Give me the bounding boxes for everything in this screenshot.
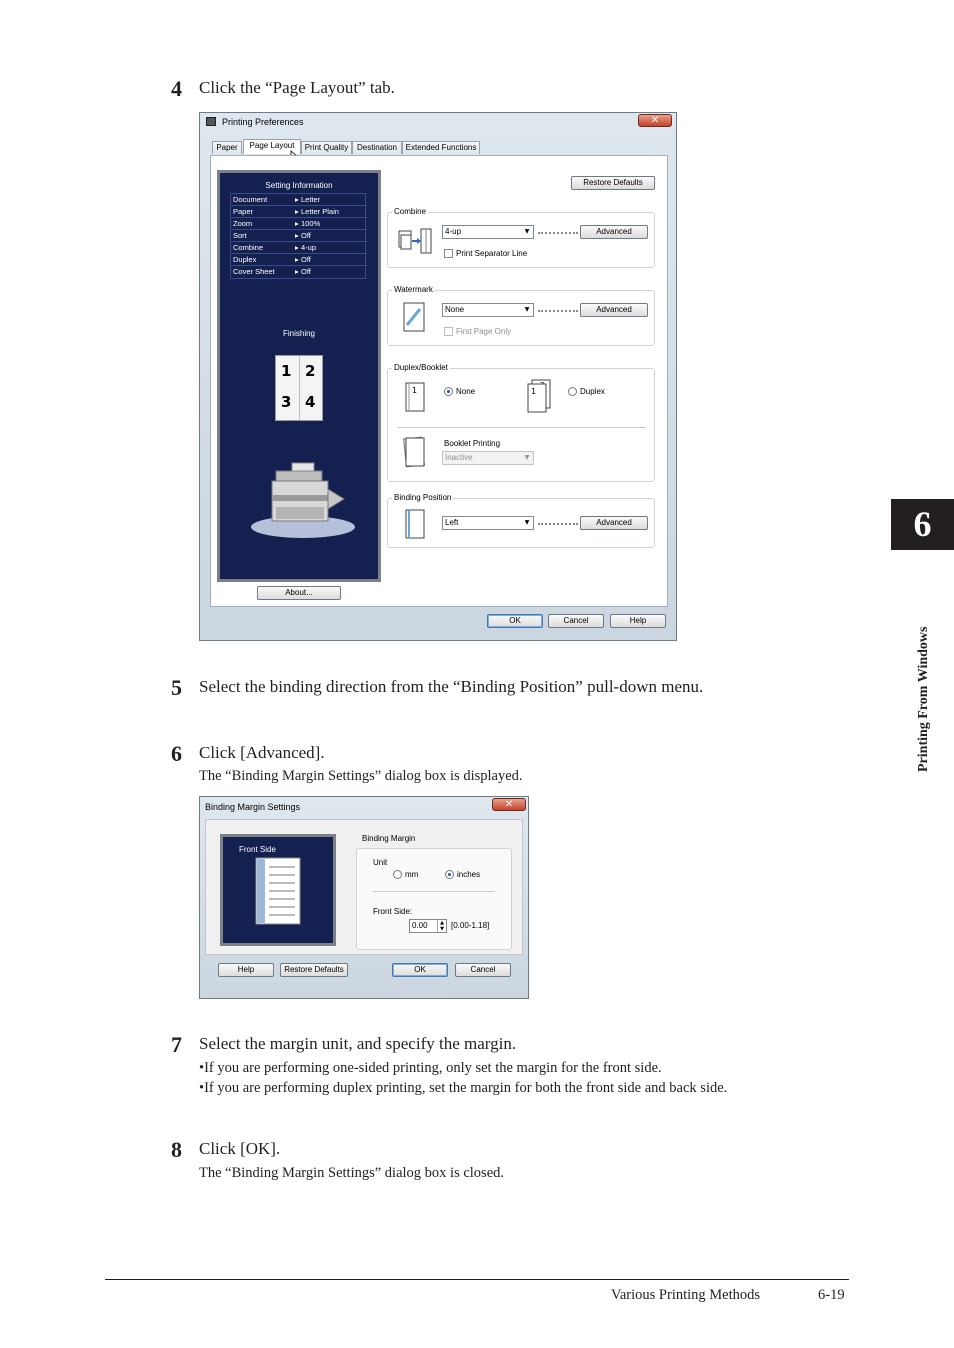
front-side-preview bbox=[220, 834, 336, 946]
booklet-printing-label: Booklet Printing bbox=[444, 439, 501, 448]
chapter-tab: 6 bbox=[891, 499, 954, 550]
table-row: Sort ▸ Off bbox=[231, 230, 367, 242]
binding-position-select[interactable]: Left ▼ bbox=[442, 516, 534, 530]
preview-page-number: 1 bbox=[281, 362, 292, 380]
binding-margin-settings-dialog bbox=[199, 796, 529, 999]
finishing-preview bbox=[275, 355, 323, 421]
first-page-only-checkbox[interactable] bbox=[444, 327, 453, 336]
cancel-button[interactable]: Cancel bbox=[455, 963, 511, 977]
page-preview-icon bbox=[255, 857, 301, 925]
first-page-only-label: First Page Only bbox=[456, 327, 512, 336]
step-4-text: Click the “Page Layout” tab. bbox=[199, 78, 395, 97]
watermark-group bbox=[387, 285, 655, 346]
tab-page-layout[interactable]: Page Layout bbox=[243, 139, 301, 154]
combine-advanced-button[interactable]: Advanced bbox=[580, 225, 648, 239]
restore-defaults-button[interactable]: Restore Defaults bbox=[571, 176, 655, 190]
combine-select[interactable]: 4-up ▼ bbox=[442, 225, 534, 239]
step-5-text: Select the binding direction from the “Binding Position” pull-down menu. bbox=[199, 677, 704, 696]
table-row: Zoom ▸ 100% bbox=[231, 218, 367, 230]
tab-destination[interactable]: Destination bbox=[352, 141, 402, 154]
step-4-number: 4 bbox=[171, 76, 182, 101]
bullet-item: •If you are performing duplex printing, set the margin for both the front side and back side. bbox=[199, 1080, 728, 1096]
combine-label: Combine bbox=[394, 207, 427, 216]
footer-rule bbox=[105, 1279, 849, 1280]
bullet-item: •If you are performing one-sided printing, only set the margin for the front side. bbox=[199, 1060, 662, 1076]
watermark-advanced-button[interactable]: Advanced bbox=[580, 303, 648, 317]
help-button[interactable]: Help bbox=[218, 963, 274, 977]
setting-information-table bbox=[230, 193, 366, 279]
close-button[interactable]: ✕ bbox=[638, 114, 672, 127]
chevron-down-icon: ▼ bbox=[524, 454, 530, 461]
booklet-printing-select[interactable]: Inactive ▼ bbox=[442, 451, 534, 465]
title-bar bbox=[200, 113, 676, 131]
setting-information-title: Setting Information bbox=[265, 181, 333, 190]
tab-strip bbox=[212, 141, 672, 155]
restore-defaults-button[interactable]: Restore Defaults bbox=[280, 963, 348, 977]
chevron-down-icon: ▼ bbox=[524, 228, 530, 235]
print-separator-line-checkbox[interactable] bbox=[444, 249, 453, 258]
combine-pages-icon bbox=[398, 227, 432, 255]
binding-position-label: Binding Position bbox=[394, 493, 452, 502]
duplex-booklet-group bbox=[387, 363, 655, 482]
page-layout-panel bbox=[210, 155, 668, 607]
step-8-text: Click [OK]. bbox=[199, 1139, 281, 1158]
print-separator-line-label: Print Separator Line bbox=[456, 249, 528, 258]
booklet-icon bbox=[402, 435, 428, 469]
duplex-booklet-label: Duplex/Booklet bbox=[394, 363, 448, 372]
combine-group bbox=[387, 207, 655, 268]
unit-mm-label: mm bbox=[405, 870, 419, 879]
title-bar bbox=[200, 797, 528, 815]
preview-page-number: 4 bbox=[305, 393, 316, 411]
unit-mm-radio[interactable] bbox=[393, 870, 402, 879]
duplex-none-radio[interactable] bbox=[444, 387, 453, 396]
tab-extended-functions[interactable]: Extended Functions bbox=[402, 141, 480, 154]
dialog-title: Binding Margin Settings bbox=[205, 802, 301, 812]
binding-position-group bbox=[387, 493, 655, 548]
chevron-down-icon: ▼ bbox=[524, 306, 530, 313]
table-row: Duplex ▸ Off bbox=[231, 254, 367, 266]
preview-page-number: 3 bbox=[281, 393, 292, 411]
margin-range: [0.00-1.18] bbox=[451, 921, 490, 930]
ok-button[interactable]: OK bbox=[392, 963, 448, 977]
dialog-title: Printing Preferences bbox=[222, 117, 304, 127]
chevron-down-icon: ▼ bbox=[524, 519, 530, 526]
front-side-preview-label: Front Side bbox=[239, 845, 276, 854]
step-6-subtext: The “Binding Margin Settings” dialog box is displayed. bbox=[199, 768, 523, 784]
table-row: Paper ▸ Letter Plain bbox=[231, 206, 367, 218]
table-row: Combine ▸ 4-up bbox=[231, 242, 367, 254]
step-7-text: Select the margin unit, and specify the margin. bbox=[199, 1034, 517, 1053]
printer-illustration-icon bbox=[248, 459, 358, 541]
printer-icon bbox=[206, 117, 216, 126]
printing-preferences-dialog bbox=[199, 112, 677, 641]
duplex-none-label: None bbox=[456, 387, 476, 396]
binding-position-advanced-button[interactable]: Advanced bbox=[580, 516, 648, 530]
step-8-subtext: The “Binding Margin Settings” dialog box is closed. bbox=[199, 1165, 505, 1181]
margin-settings-panel bbox=[205, 819, 523, 955]
svg-text:1: 1 bbox=[412, 386, 418, 395]
single-page-icon bbox=[404, 381, 428, 413]
binding-margin-group bbox=[356, 848, 512, 950]
cancel-button[interactable]: Cancel bbox=[548, 614, 604, 628]
binding-margin-label: Binding Margin bbox=[362, 834, 416, 843]
duplex-label: Duplex bbox=[580, 387, 605, 396]
setting-information-panel bbox=[217, 170, 381, 582]
table-row: Cover Sheet ▸ Off bbox=[233, 267, 311, 276]
preview-page-number: 2 bbox=[305, 362, 316, 380]
duplex-radio[interactable] bbox=[568, 387, 577, 396]
step-8-number: 8 bbox=[171, 1137, 182, 1162]
svg-text:1: 1 bbox=[531, 387, 537, 396]
help-button[interactable]: Help bbox=[610, 614, 666, 628]
finishing-label: Finishing bbox=[282, 329, 315, 338]
front-side-label: Front Side: bbox=[373, 907, 413, 916]
tab-print-quality[interactable]: Print Quality bbox=[301, 141, 352, 154]
step-5-number: 5 bbox=[171, 675, 182, 700]
binding-position-icon bbox=[402, 507, 428, 541]
step-6-number: 6 bbox=[171, 741, 182, 766]
unit-inches-radio[interactable] bbox=[445, 870, 454, 879]
about-button[interactable]: About... bbox=[257, 586, 341, 600]
watermark-icon bbox=[402, 301, 428, 333]
table-row: Document ▸ Letter bbox=[231, 194, 367, 206]
tab-paper[interactable]: Paper bbox=[212, 141, 242, 154]
watermark-label: Watermark bbox=[394, 285, 433, 294]
watermark-select[interactable]: None ▼ bbox=[442, 303, 534, 317]
page-number: 6-19 bbox=[818, 1287, 845, 1303]
spin-arrows-icon[interactable]: ▲ ▼ bbox=[437, 920, 446, 932]
step-7-number: 7 bbox=[171, 1032, 182, 1057]
ok-button[interactable]: OK bbox=[487, 614, 543, 628]
step-6-text: Click [Advanced]. bbox=[199, 743, 325, 762]
footer-section: Various Printing Methods bbox=[611, 1287, 761, 1303]
chapter-side-label: Printing From Windows bbox=[916, 626, 931, 772]
duplex-pages-icon bbox=[526, 379, 552, 413]
close-button[interactable]: ✕ bbox=[492, 798, 526, 811]
unit-inches-label: inches bbox=[457, 870, 481, 879]
unit-label: Unit bbox=[373, 858, 388, 867]
front-side-margin-input[interactable]: 0.00 ▲ ▼ bbox=[409, 919, 447, 933]
